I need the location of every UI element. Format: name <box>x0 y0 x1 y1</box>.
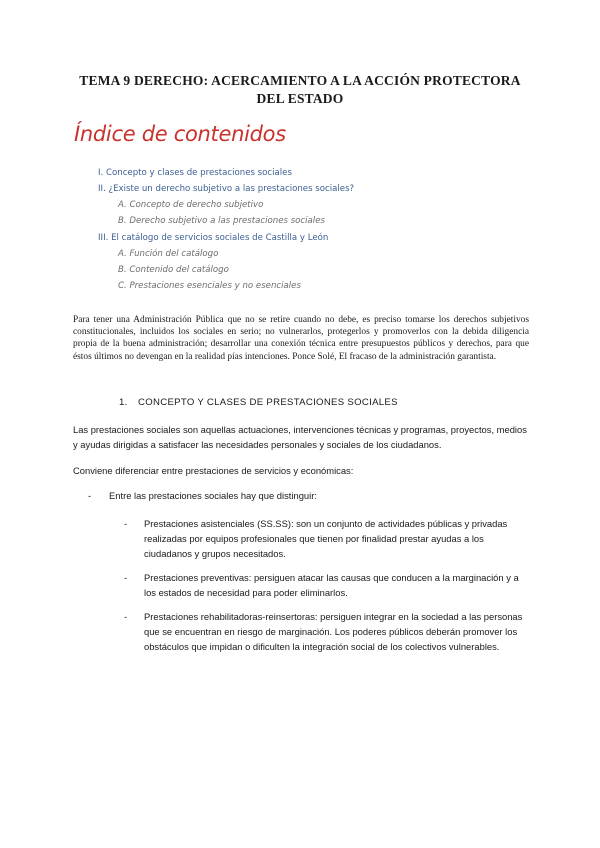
list-item-text: Prestaciones preventivas: persiguen atacar las causas que conducen a la marginación y a los estados de necesidad para poder eliminarlos. <box>144 572 519 598</box>
section-heading <box>119 397 398 408</box>
bullet-dash: - <box>88 490 92 501</box>
toc-item-3b: B. Contenido del catálogo <box>118 265 229 275</box>
toc-item-1: I. Concepto y clases de prestaciones sociales <box>98 168 292 178</box>
document-title: TEMA 9 DERECHO: ACERCAMIENTO A LA ACCIÓN PROTECTORA DEL ESTADO <box>79 73 521 106</box>
section-number: 1. <box>119 397 128 408</box>
toc-item-2a: A. Concepto de derecho subjetivo <box>118 200 264 210</box>
toc-item-2b: B. Derecho subjetivo a las prestaciones sociales <box>118 216 325 226</box>
quote-paragraph: Para tener una Administración Pública que no se retire cuando no debe, es preciso tomarse los derechos subjetivos constitucionales, incluidos los sociales en serio; no vulnerarlos, protegerlos y promoverlos con la debida diligencia propia de la buena administración; desarrollar una conexión técnica entre presupuestos públicos y derechos, para que éstos últimos no devengan en la realidad pías intenciones. Ponce Solé, El fracaso de la administración garantista. <box>73 315 529 362</box>
toc-item-3c: C. Prestaciones esenciales y no esenciales <box>118 281 301 291</box>
toc-heading: Índice de contenidos <box>74 122 286 146</box>
list-item-text: Prestaciones rehabilitadoras-reinsertoras: persiguen integrar en la sociedad a las personas que se encuentran en riesgo de marginación. Los poderes públicos deberán promover los obstáculos que impidan o dificulten la integración social de los colectivos vulnerables. <box>144 611 523 652</box>
intro-paragraph: Las prestaciones sociales son aquellas actuaciones, intervenciones técnicas y programas, proyectos, medios y ayudas dirigidas a satisfacer las necesidades personales y sociales de los ciudadanos. <box>73 424 527 450</box>
toc-item-3a: A. Función del catálogo <box>118 249 219 259</box>
bullet-dash: - <box>124 518 128 529</box>
diff-paragraph: Conviene diferenciar entre prestaciones de servicios y económicas: <box>73 465 354 476</box>
list-item-text: Prestaciones asistenciales (SS.SS): son un conjunto de actividades públicas y privadas realizadas por equipos profesionales que tienen por finalidad prestar ayudas a los ciudadanos y grupos necesitados. <box>144 518 508 559</box>
toc-item-3: III. El catálogo de servicios sociales de Castilla y León <box>98 233 329 243</box>
bullet-dash: - <box>124 611 128 622</box>
section-title: CONCEPTO Y CLASES DE PRESTACIONES SOCIALES <box>138 397 398 408</box>
list-intro-text: Entre las prestaciones sociales hay que distinguir: <box>109 490 317 501</box>
bullet-dash: - <box>124 572 128 583</box>
toc-item-2: II. ¿Existe un derecho subjetivo a las prestaciones sociales? <box>98 184 355 194</box>
